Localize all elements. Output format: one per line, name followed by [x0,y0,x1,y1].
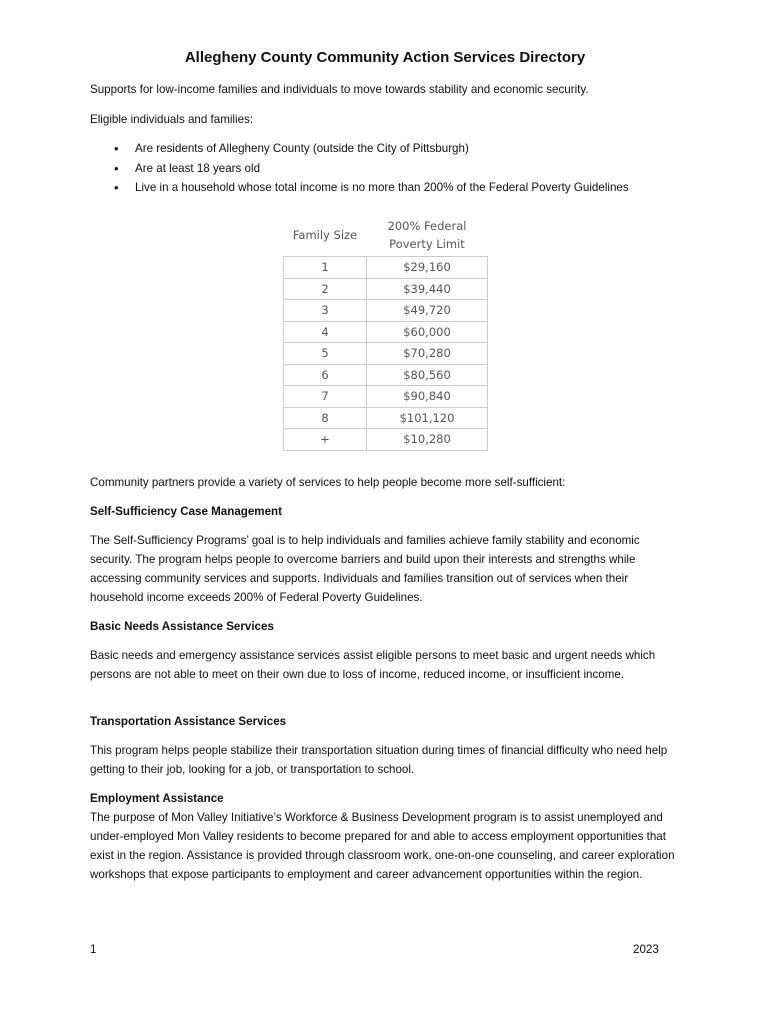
family-size-cell: + [284,429,367,451]
intro-text: Supports for low-income families and individuals to move towards stability and economic security. [90,83,589,96]
family-size-cell: 6 [284,364,367,386]
poverty-limit-cell: $101,120 [367,407,488,429]
table-row [284,343,488,365]
partners-intro: Community partners provide a variety of services to help people become more self-sufficient: [90,476,566,489]
poverty-limit-cell: $39,440 [367,278,488,300]
table-row [284,300,488,322]
eligible-heading: Eligible individuals and families: [90,113,254,126]
column-header-poverty-limit: 200% Federal Poverty Limit [387,219,467,251]
list-item: • Are at least 18 years old [90,159,682,179]
poverty-limit-cell: $90,840 [367,386,488,408]
poverty-limit-cell: $29,160 [367,257,488,279]
table-row [284,321,488,343]
table-row [284,407,488,429]
poverty-limit-cell: $49,720 [367,300,488,322]
table-row [284,364,488,386]
poverty-limit-cell: $60,000 [367,321,488,343]
family-size-cell: 4 [284,321,367,343]
table-row [284,386,488,408]
table-row [284,429,488,451]
basic-needs-body: Basic needs and emergency assistance services assist eligible persons to meet basic and urgent needs which persons are not able to meet on their own due to loss of income, reduced income, or insufficient income. [90,649,656,681]
case-management-body: The Self-Sufficiency Programs’ goal is to help individuals and families achieve family stability and economic security. The program helps people to overcome barriers and build upon their interests and strengths while accessing community services and supports. Individuals and families transition out of services when their household income exceeds 200% of Federal Poverty Guidelines. [90,534,640,604]
family-size-cell: 8 [284,407,367,429]
eligibility-list [90,139,682,198]
family-size-cell: 7 [284,386,367,408]
list-item: • Are residents of Allegheny County (outside the City of Pittsburgh) [90,139,682,159]
family-size-cell: 1 [284,257,367,279]
poverty-limit-table [283,214,488,451]
footer-year: 2023 [633,943,659,956]
list-item: • Live in a household whose total income is no more than 200% of the Federal Poverty Guidelines [90,178,682,198]
family-size-cell: 3 [284,300,367,322]
page-number: 1 [90,943,97,956]
column-header-family-size: Family Size [292,228,358,242]
family-size-cell: 5 [284,343,367,365]
transportation-heading: Transportation Assistance Services [90,715,287,728]
employment-heading: Employment Assistance [90,792,224,805]
family-size-cell: 2 [284,278,367,300]
basic-needs-heading: Basic Needs Assistance Services [90,620,274,633]
poverty-limit-cell: $70,280 [367,343,488,365]
page-title: Allegheny County Community Action Services Directory [184,49,586,66]
transportation-body: This program helps people stabilize their transportation situation during times of financial difficulty who need help getting to their job, looking for a job, or transportation to school. [90,744,668,776]
table-row [284,257,488,279]
employment-body: The purpose of Mon Valley Initiative’s Workforce & Business Development program is to assist unemployed and under-employed Mon Valley residents to become prepared for and able to access employment opportunities that exist in the region. Assistance is provided through classroom work, one-on-one counseling, and career exploration workshops that expose participants to employment and career advancement opportunities within the region. [90,811,675,881]
case-management-heading: Self-Sufficiency Case Management [90,505,282,518]
poverty-limit-cell: $10,280 [367,429,488,451]
table-row [284,278,488,300]
poverty-limit-cell: $80,560 [367,364,488,386]
